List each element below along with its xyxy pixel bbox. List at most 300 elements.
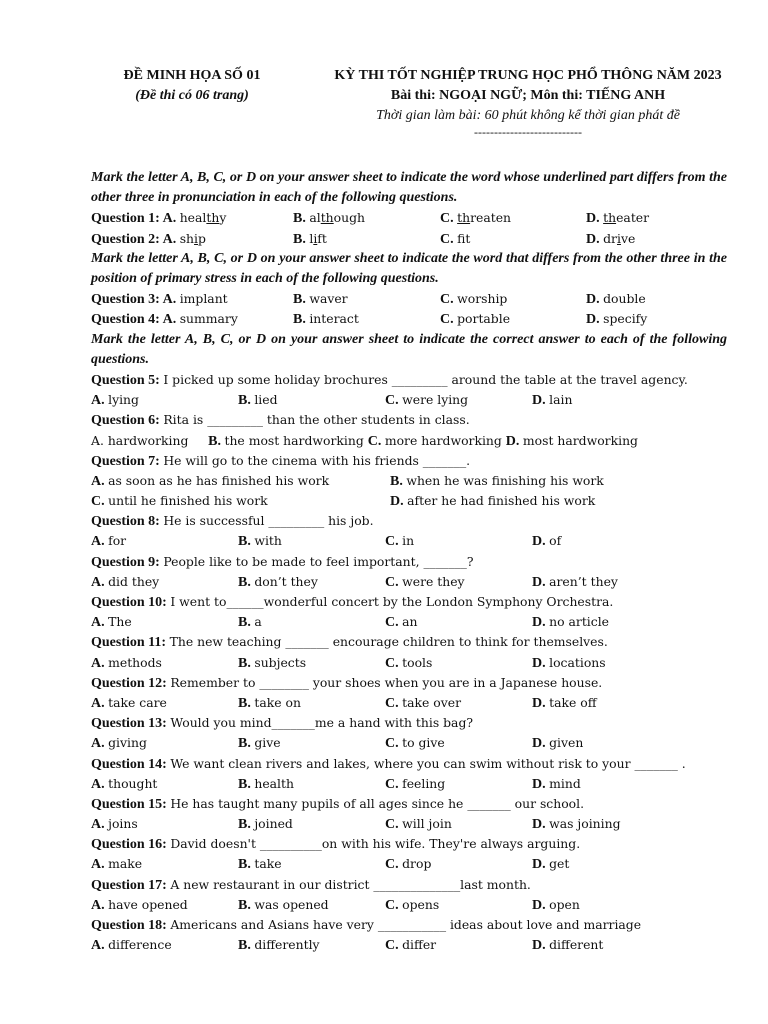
- option-text-post: p: [198, 230, 206, 246]
- question-text: Rita is _________ than the other students in class.: [163, 412, 470, 428]
- option-letter: A.: [91, 655, 109, 671]
- option-text: with: [254, 533, 282, 549]
- answer-option[interactable]: [238, 531, 282, 552]
- option-text: as soon as he has finished his work: [108, 472, 330, 488]
- option-letter: C.: [440, 231, 458, 247]
- option-letter: D.: [532, 857, 550, 873]
- answer-option[interactable]: [91, 309, 238, 330]
- question-label: Question 15:: [91, 796, 171, 812]
- option-text: take care: [108, 694, 167, 710]
- question-stem: [91, 511, 727, 531]
- answer-option[interactable]: [91, 733, 147, 754]
- option-letter: B.: [238, 776, 255, 792]
- question-text: He is successful _________ his job.: [163, 513, 374, 529]
- options-row: [91, 471, 727, 491]
- answer-option[interactable]: [586, 289, 646, 310]
- option-letter: D.: [532, 393, 550, 409]
- answer-option[interactable]: [385, 774, 445, 795]
- option-text: lying: [108, 392, 139, 408]
- question-text: People like to be made to feel important, _______?: [163, 553, 474, 569]
- underlined-part: i: [194, 230, 199, 246]
- option-letter: D.: [505, 433, 523, 449]
- options-row: [91, 491, 727, 511]
- option-letter: C.: [440, 312, 458, 328]
- answer-option[interactable]: [91, 774, 157, 795]
- answer-option[interactable]: [385, 935, 436, 956]
- option-letter: A.: [91, 534, 109, 550]
- answer-option[interactable]: [238, 572, 318, 593]
- answer-option[interactable]: [586, 309, 647, 330]
- question-label: Question 5:: [91, 372, 164, 388]
- option-letter: A.: [162, 231, 180, 247]
- answer-option[interactable]: [532, 814, 621, 835]
- question-stem: [91, 592, 727, 612]
- answer-option[interactable]: [532, 572, 618, 593]
- question-label: Question 9:: [91, 554, 164, 570]
- options-row: [91, 531, 727, 551]
- answer-option[interactable]: [532, 693, 597, 714]
- option-text: more hardworking: [384, 432, 506, 448]
- option-text: have opened: [108, 896, 188, 912]
- option-letter: A.: [162, 312, 180, 328]
- option-text: take on: [254, 694, 301, 710]
- exam-subject: Bài thi: NGOẠI NGỮ; Môn thi: TIẾNG ANH: [390, 88, 666, 103]
- options-row: [91, 693, 727, 713]
- option-letter: D.: [532, 615, 550, 631]
- option-letter: A.: [91, 393, 109, 409]
- answer-option[interactable]: [440, 229, 470, 250]
- option-letter: B.: [293, 211, 310, 227]
- option-letter: D.: [586, 292, 604, 308]
- question-stem: [91, 451, 727, 471]
- answer-option[interactable]: [385, 854, 431, 875]
- answer-option[interactable]: [91, 814, 138, 835]
- answer-option[interactable]: [91, 390, 139, 411]
- options-row: [91, 895, 727, 915]
- option-text: methods: [108, 654, 162, 670]
- question-label: Question 2:: [91, 231, 163, 247]
- answer-option[interactable]: [293, 309, 359, 330]
- option-letter: C.: [385, 615, 403, 631]
- answer-option[interactable]: [440, 208, 511, 229]
- answer-option[interactable]: [440, 309, 510, 330]
- options-row: [91, 431, 727, 451]
- question-label: Question 4:: [91, 312, 163, 328]
- option-letter: C.: [385, 655, 403, 671]
- option-letter: B.: [238, 736, 255, 752]
- option-letter: D.: [532, 574, 550, 590]
- option-text: lain: [549, 392, 573, 408]
- answer-option[interactable]: [532, 774, 581, 795]
- option-text: in: [402, 533, 415, 549]
- answer-option[interactable]: [532, 854, 569, 875]
- question-label: Question 7:: [91, 453, 164, 469]
- option-letter: A.: [91, 857, 109, 873]
- answer-option[interactable]: [91, 433, 208, 448]
- option-text: waver: [309, 291, 348, 307]
- exam-code: ĐỀ MINH HỌA SỐ 01: [123, 68, 261, 83]
- answer-option[interactable]: [532, 531, 561, 552]
- question-stem: [91, 713, 727, 733]
- option-text: joined: [254, 816, 293, 832]
- option-text-pre: al: [309, 210, 321, 226]
- option-letter: C.: [440, 292, 458, 308]
- answer-option[interactable]: [91, 531, 126, 552]
- underlined-part: i: [313, 230, 318, 246]
- question-label: Question 14:: [91, 756, 171, 772]
- answer-option[interactable]: [91, 572, 159, 593]
- answer-option[interactable]: [91, 653, 162, 674]
- option-letter: C.: [385, 938, 403, 954]
- option-letter: B.: [238, 817, 255, 833]
- option-letter: D.: [532, 695, 550, 711]
- option-text-post: eater: [616, 210, 650, 226]
- option-text-pre: sh: [179, 230, 195, 246]
- option-letter: B.: [390, 473, 407, 489]
- question-label: Question 12:: [91, 675, 171, 691]
- option-letter: A.: [91, 938, 109, 954]
- options-row: [91, 814, 727, 834]
- answer-option[interactable]: [385, 733, 445, 754]
- answer-option[interactable]: [91, 491, 268, 512]
- option-text: take over: [402, 694, 461, 710]
- option-letter: D.: [586, 231, 604, 247]
- option-letter: A.: [91, 897, 109, 913]
- option-text: portable: [457, 311, 511, 327]
- option-text-pre: f: [457, 230, 466, 246]
- option-letter: D.: [390, 494, 408, 510]
- answer-option[interactable]: [238, 854, 282, 875]
- question-text: I went to______wonderful concert by the London Symphony Orchestra.: [170, 594, 614, 610]
- answer-option[interactable]: [385, 572, 465, 593]
- answer-option[interactable]: [238, 733, 281, 754]
- question-stem: [91, 552, 727, 572]
- option-letter: A.: [91, 695, 109, 711]
- option-text: to give: [402, 735, 445, 751]
- option-letter: B.: [238, 534, 255, 550]
- answer-option[interactable]: [385, 693, 461, 714]
- answer-option[interactable]: [385, 895, 439, 916]
- option-letter: A.: [91, 473, 109, 489]
- option-text: for: [108, 533, 127, 549]
- question-label: Question 6:: [91, 413, 164, 429]
- answer-option[interactable]: [238, 935, 320, 956]
- question-stem: [91, 410, 727, 430]
- option-letter: C.: [367, 433, 385, 449]
- option-text: differently: [254, 937, 320, 953]
- answer-option[interactable]: [91, 854, 142, 875]
- option-text: open: [549, 896, 580, 912]
- answer-option[interactable]: [238, 774, 294, 795]
- answer-option[interactable]: [91, 229, 206, 250]
- option-text: locations: [549, 654, 606, 670]
- answer-option[interactable]: [532, 895, 580, 916]
- option-letter: C.: [385, 776, 403, 792]
- question-text: He has taught many pupils of all ages since he _______ our school.: [170, 795, 585, 811]
- stress-questions: [91, 289, 727, 329]
- option-text-post: t: [465, 230, 471, 246]
- option-letter: D.: [532, 897, 550, 913]
- question-text: A new restaurant in our district ______________last month.: [170, 876, 531, 892]
- underlined-part: th: [457, 210, 471, 226]
- answer-option[interactable]: [385, 612, 418, 633]
- question-stem: [91, 875, 727, 895]
- answer-option[interactable]: [390, 491, 595, 512]
- options-row: [91, 854, 727, 874]
- option-letter: D.: [532, 534, 550, 550]
- option-letter: D.: [532, 736, 550, 752]
- option-text: most hardworking: [522, 432, 638, 448]
- answer-option[interactable]: [293, 289, 348, 310]
- option-letter: C.: [91, 494, 109, 510]
- question-stem: [91, 754, 727, 774]
- question-label: Question 18:: [91, 918, 171, 934]
- answer-option[interactable]: [532, 390, 572, 411]
- option-text: implant: [179, 291, 228, 307]
- question-stem: [91, 794, 727, 814]
- options-row: [91, 390, 727, 410]
- option-text: until he finished his work: [108, 493, 268, 509]
- option-text: different: [549, 937, 604, 953]
- options-row: [91, 612, 727, 632]
- answer-option[interactable]: [390, 471, 604, 492]
- option-letter: D.: [532, 776, 550, 792]
- answer-option[interactable]: [293, 229, 327, 250]
- question-label: Question 10:: [91, 595, 171, 611]
- option-letter: C.: [385, 897, 403, 913]
- option-letter: D.: [586, 312, 604, 328]
- option-text: aren’t they: [549, 573, 618, 589]
- option-text: the most hardworking: [224, 432, 368, 448]
- option-text: make: [108, 856, 143, 872]
- answer-option[interactable]: [91, 208, 226, 229]
- answer-option[interactable]: [238, 390, 278, 411]
- option-letter: B.: [238, 615, 255, 631]
- option-text-post: reaten: [470, 210, 512, 226]
- answer-option[interactable]: [91, 693, 167, 714]
- option-text: an: [402, 614, 418, 630]
- option-letter: C.: [385, 736, 403, 752]
- option-text-post: ft: [317, 230, 327, 246]
- option-letter: D.: [532, 938, 550, 954]
- question-text: He will go to the cinema with his friends _______.: [163, 452, 471, 468]
- question-text: I picked up some holiday brochures _________ around the table at the travel agency.: [163, 371, 688, 387]
- option-text: were they: [402, 573, 465, 589]
- answer-option[interactable]: [532, 612, 609, 633]
- option-letter: A.: [91, 776, 109, 792]
- underlined-part: th: [603, 210, 617, 226]
- options-row: [91, 935, 727, 955]
- option-letter: B.: [293, 231, 310, 247]
- instruction-stress: Mark the letter A, B, C, or D on your answer sheet to indicate the word that differs from the other three in the position of primary stress in each of the following questions.: [91, 250, 727, 286]
- option-letter: A.: [91, 574, 109, 590]
- option-letter: B.: [238, 938, 255, 954]
- question-label: Question 3:: [91, 292, 163, 308]
- option-letter: B.: [293, 292, 310, 308]
- option-text-post: ve: [620, 230, 636, 246]
- option-letter: C.: [385, 695, 403, 711]
- option-text: difference: [108, 937, 172, 953]
- option-letter: C.: [385, 574, 403, 590]
- option-text-pre: heal: [179, 210, 207, 226]
- option-text: hardworking: [107, 432, 209, 448]
- answer-option[interactable]: [385, 653, 432, 674]
- option-text: don’t they: [254, 573, 318, 589]
- option-text: summary: [179, 311, 238, 327]
- answer-option[interactable]: [506, 433, 638, 448]
- exam-content: [91, 168, 727, 955]
- option-text: health: [254, 775, 294, 791]
- option-text: mind: [549, 775, 581, 791]
- question-stem: [91, 632, 727, 652]
- option-letter: A.: [91, 432, 108, 448]
- option-text: joins: [108, 816, 138, 832]
- question-row: [91, 289, 727, 309]
- option-text: specify: [603, 311, 648, 327]
- answer-option[interactable]: [238, 895, 329, 916]
- option-letter: B.: [238, 695, 255, 711]
- option-letter: A.: [91, 817, 109, 833]
- instruction-grammar: Mark the letter A, B, C, or D on your answer sheet to indicate the correct answer to each of the following questions.: [91, 331, 727, 367]
- answer-option[interactable]: [368, 433, 506, 448]
- option-text-post: ough: [333, 210, 366, 226]
- question-stem: [91, 673, 727, 693]
- option-letter: B.: [293, 312, 310, 328]
- answer-option[interactable]: [385, 531, 414, 552]
- multiple-choice-questions: [91, 370, 727, 955]
- answer-option[interactable]: [532, 653, 606, 674]
- pronunciation-questions: [91, 208, 727, 248]
- option-text: no article: [549, 614, 609, 630]
- question-stem: [91, 915, 727, 935]
- option-letter: A.: [162, 292, 180, 308]
- question-label: Question 1:: [91, 211, 163, 227]
- answer-option[interactable]: [586, 229, 635, 250]
- answer-option[interactable]: [586, 208, 649, 229]
- option-letter: D.: [586, 211, 604, 227]
- page-count-note: (Đề thi có 06 trang): [135, 88, 249, 103]
- answer-option[interactable]: [91, 471, 329, 492]
- exam-duration: Thời gian làm bài: 60 phút không kể thời gian phát đề: [376, 108, 680, 123]
- answer-option[interactable]: [91, 935, 172, 956]
- question-text: David doesn't __________on with his wife. They're always arguing.: [170, 836, 581, 852]
- option-letter: B.: [208, 433, 225, 449]
- option-letter: D.: [532, 655, 550, 671]
- exam-title: KỲ THI TỐT NGHIỆP TRUNG HỌC PHỔ THÔNG NĂM 2023: [334, 68, 722, 83]
- answer-option[interactable]: [238, 693, 301, 714]
- answer-option[interactable]: [238, 814, 293, 835]
- option-text: opens: [402, 896, 440, 912]
- option-text: after he had finished his work: [407, 493, 596, 509]
- option-text: was joining: [549, 816, 621, 832]
- option-text: get: [549, 856, 570, 872]
- answer-option[interactable]: [293, 208, 365, 229]
- option-text: given: [549, 735, 584, 751]
- answer-option[interactable]: [532, 733, 583, 754]
- option-letter: B.: [238, 393, 255, 409]
- header-right: [300, 66, 756, 138]
- option-text: were lying: [402, 392, 469, 408]
- answer-option[interactable]: [208, 433, 368, 448]
- option-text: take: [254, 856, 282, 872]
- option-text: double: [603, 291, 646, 307]
- option-letter: C.: [385, 817, 403, 833]
- option-text-post: y: [219, 210, 227, 226]
- option-text: differ: [402, 937, 437, 953]
- option-letter: A.: [91, 736, 109, 752]
- option-text: subjects: [254, 654, 307, 670]
- question-stem: [91, 834, 727, 854]
- options-row: [91, 733, 727, 753]
- option-text: will join: [402, 816, 452, 832]
- answer-option[interactable]: [532, 935, 603, 956]
- option-letter: A.: [91, 615, 109, 631]
- option-text: worship: [457, 291, 508, 307]
- options-row: [91, 572, 727, 592]
- option-letter: C.: [385, 857, 403, 873]
- option-letter: C.: [385, 534, 403, 550]
- option-letter: B.: [238, 655, 255, 671]
- option-text: drop: [402, 856, 432, 872]
- header-divider: ---------------------------: [474, 125, 582, 139]
- option-letter: B.: [238, 897, 255, 913]
- option-letter: C.: [440, 211, 458, 227]
- option-text: tools: [402, 654, 433, 670]
- option-text-pre: dr: [603, 230, 617, 246]
- answer-option[interactable]: [238, 612, 262, 633]
- option-text-pre: l: [309, 230, 314, 246]
- question-row: [91, 309, 727, 329]
- option-text: take off: [549, 694, 597, 710]
- answer-option[interactable]: [91, 289, 228, 310]
- header-left: [92, 66, 292, 106]
- question-label: Question 16:: [91, 837, 171, 853]
- answer-option[interactable]: [440, 289, 507, 310]
- underlined-part: th: [320, 210, 334, 226]
- answer-option[interactable]: [91, 895, 188, 916]
- question-label: Question 17:: [91, 877, 171, 893]
- question-text: Americans and Asians have very ___________ ideas about love and marriage: [170, 917, 642, 933]
- answer-option[interactable]: [385, 390, 468, 411]
- question-text: The new teaching _______ encourage children to think for themselves.: [169, 634, 608, 650]
- option-text: The: [108, 614, 132, 630]
- option-text: interact: [309, 311, 359, 327]
- question-label: Question 8:: [91, 514, 164, 530]
- question-label: Question 11:: [91, 635, 170, 651]
- option-letter: B.: [238, 574, 255, 590]
- question-label: Question 13:: [91, 716, 171, 732]
- option-text: of: [549, 533, 562, 549]
- option-letter: A.: [162, 211, 180, 227]
- option-text: when he was finishing his work: [406, 472, 604, 488]
- answer-option[interactable]: [385, 814, 452, 835]
- question-text: Remember to ________ your shoes when you are in a Japanese house.: [170, 674, 603, 690]
- option-letter: B.: [238, 857, 255, 873]
- option-text: did they: [108, 573, 160, 589]
- option-text: thought: [108, 775, 158, 791]
- option-text: giving: [108, 735, 147, 751]
- question-text: Would you mind_______me a hand with this bag?: [170, 715, 474, 731]
- option-letter: C.: [385, 393, 403, 409]
- option-text: give: [254, 735, 281, 751]
- answer-option[interactable]: [238, 653, 306, 674]
- answer-option[interactable]: [91, 612, 132, 633]
- option-text: was opened: [254, 896, 329, 912]
- question-stem: [91, 370, 727, 390]
- instruction-pronunciation: Mark the letter A, B, C, or D on your answer sheet to indicate the word whose underlined part differs from the other three in pronunciation in each of the following questions.: [91, 170, 727, 206]
- option-text: lied: [254, 392, 278, 408]
- option-text: a: [254, 614, 262, 630]
